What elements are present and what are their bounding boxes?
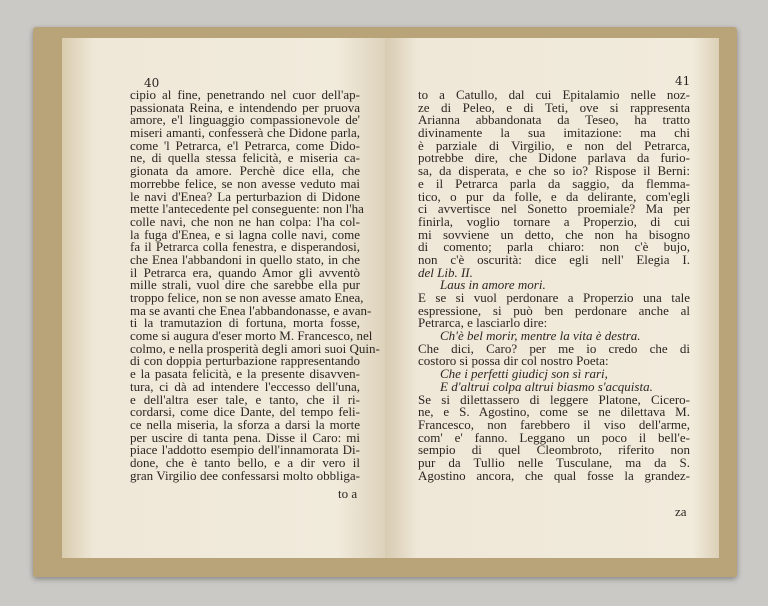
text-line: troppo felice, non se non avesse amato Enea, [130,290,364,305]
text-line: cordarsi, come dice Dante, del tempo feli- [130,404,360,420]
text-line: è parziale di Virgilio, e non del Petrarca, [418,137,690,153]
page-text [418,89,690,482]
page-number: 40 [144,76,160,90]
text-line: piace l'addotto esempio dell'innamorata Di- [130,442,360,458]
text-line: potrebbe dire, che Didone parlava da furio- [418,150,690,166]
text-line: e la pasata felicità, e la presente disavven- [130,366,360,382]
text-line: sa, da disperata, e che so io? Rispose il Berni: [418,163,690,179]
text-line: non c'è oscurità: dice egli nell' Elegia I. [418,251,690,267]
text-line: pur da Tullio nelle Tusculane, ma da S. [418,454,690,470]
text-line: passionata Reina, e intendendo per pruova [130,99,360,115]
text-line: miseri amanti, confesserà che Didone parla, [130,125,360,141]
text-line: espressione, si può ben perdonare anche al [418,302,690,318]
text-line: to a Catullo, dal cui Epitalamio nelle noz- [418,87,690,102]
text-line: Laus in amore mori. [440,277,546,293]
text-line: del Lib. II. [418,264,473,280]
text-line: ce nella miseria, la sforza a darsi la morte [130,416,360,432]
text-line: colmo, e nella prosperità degli amori suoi Quin- [130,340,380,356]
text-line: ci avvertisce nel Sonetto proemiale? Ma per [418,201,690,217]
text-line: che Enea l'abbandoni in quello stato, in che [130,251,360,267]
text-line: Che dici, Caro? per me io credo che di [418,340,690,356]
text-line: divinamente la sua imitazione: ma chi [418,125,690,141]
text-line: ze di Peleo, e di Teti, ove si rappresenta [418,99,690,115]
text-line: mi sovviene un detto, che non ha bisogno [418,226,690,242]
right-page [385,38,719,558]
text-line: Petrarca, e lasciarlo dire: [418,315,548,331]
text-line: Arianna abbandonata da Teseo, ha tratto [418,112,690,128]
text-line: finirla, voglio tornare a Properzio, di cui [418,213,690,229]
text-line: e il Petrarca parla da saggio, da flemma- [418,175,690,191]
text-line: amore, e'l linguaggio compassionevole de' [130,112,360,128]
text-line: Ch'è bel morir, mentre la vita è destra. [440,328,641,344]
text-line: Se si dilettassero di leggere Platone, Cicero- [418,391,690,407]
text-line: il Petrarca era, quando Amor gli avventò [130,264,360,280]
page-text [130,87,380,483]
text-line: per uscire di tanta pena. Disse il Caro: mi [130,429,360,445]
text-line: morrebbe felice, se non avesse veduto mai [130,175,360,191]
text-line: Francesco, non farebbero il viso dell'arme, [418,416,690,432]
text-line: di con doppia perturbazione rappresentando [130,353,360,369]
text-line: ne, e S. Agostino, come se ne dilettava M. [418,404,690,420]
text-line: com' e' fanno. Leggano un poco il bell'e- [418,429,690,445]
text-line: ma se avanti che Enea l'abbandonasse, e avan- [130,302,372,318]
text-line: done, che è tanto bello, e a dir vero il [130,454,360,470]
text-line: cipio al fine, penetrando nel cuor dell'ap- [130,87,360,102]
text-line: sempio di quel Cleombroto, riferito non [418,442,690,458]
text-line: mette l'antecedente pel conseguente: non l'ha [130,201,364,217]
text-line: gionata da amore. Perchè dice ella, che [130,163,360,179]
text-line: Che i perfetti giudicj son sì rari, [440,366,608,382]
text-line: E d'altrui colpa altrui biasmo s'acquista. [440,378,653,394]
text-line: gran Virgilio dee confessarsi molto obbliga- [130,467,360,483]
text-line: ti la tramutazion di fortuna, morta fosse, [130,315,360,331]
text-line: ne, di quella stessa felicità, e miseria ca- [130,150,360,166]
text-line: di comento; parla chiaro: non c'è bujo, [418,239,690,255]
text-line: come si augura d'eser morto M. Francesco, nel [130,328,373,344]
text-line: colle navi, che non ne han colpa: l'ha col- [130,213,360,229]
text-line: tura, ci dà ad intendere l'eccesso dell'una, [130,378,360,394]
text-line: costoro si possa dir col nostro Poeta: [418,353,609,369]
text-line: e dell'altra eser tale, e tanto, che il ri- [130,391,360,407]
text-line: come 'l Petrarca, e'l Petrarca, come Dido- [130,137,360,153]
text-line: fa il Petrarca colla fenestra, e disperandosi, [130,239,360,255]
page-number: 41 [675,74,691,88]
text-line: tico, o pur da folle, e da delirante, com'egli [418,188,690,204]
text-line: la fuga d'Enea, e si lagna colle navi, come [130,226,360,242]
catchword: za [675,504,687,519]
left-page [62,38,385,558]
catchword: to a [338,486,358,501]
text-line: mille strali, vuol dire che sarebbe ella pur [130,277,360,293]
text-line: le navi d'Enea? La perturbazion di Didone [130,188,360,204]
text-line: Agostino ancora, che qual fosse la grandez- [418,467,690,483]
text-line: E se si vuol perdonare a Properzio una tale [418,290,690,305]
